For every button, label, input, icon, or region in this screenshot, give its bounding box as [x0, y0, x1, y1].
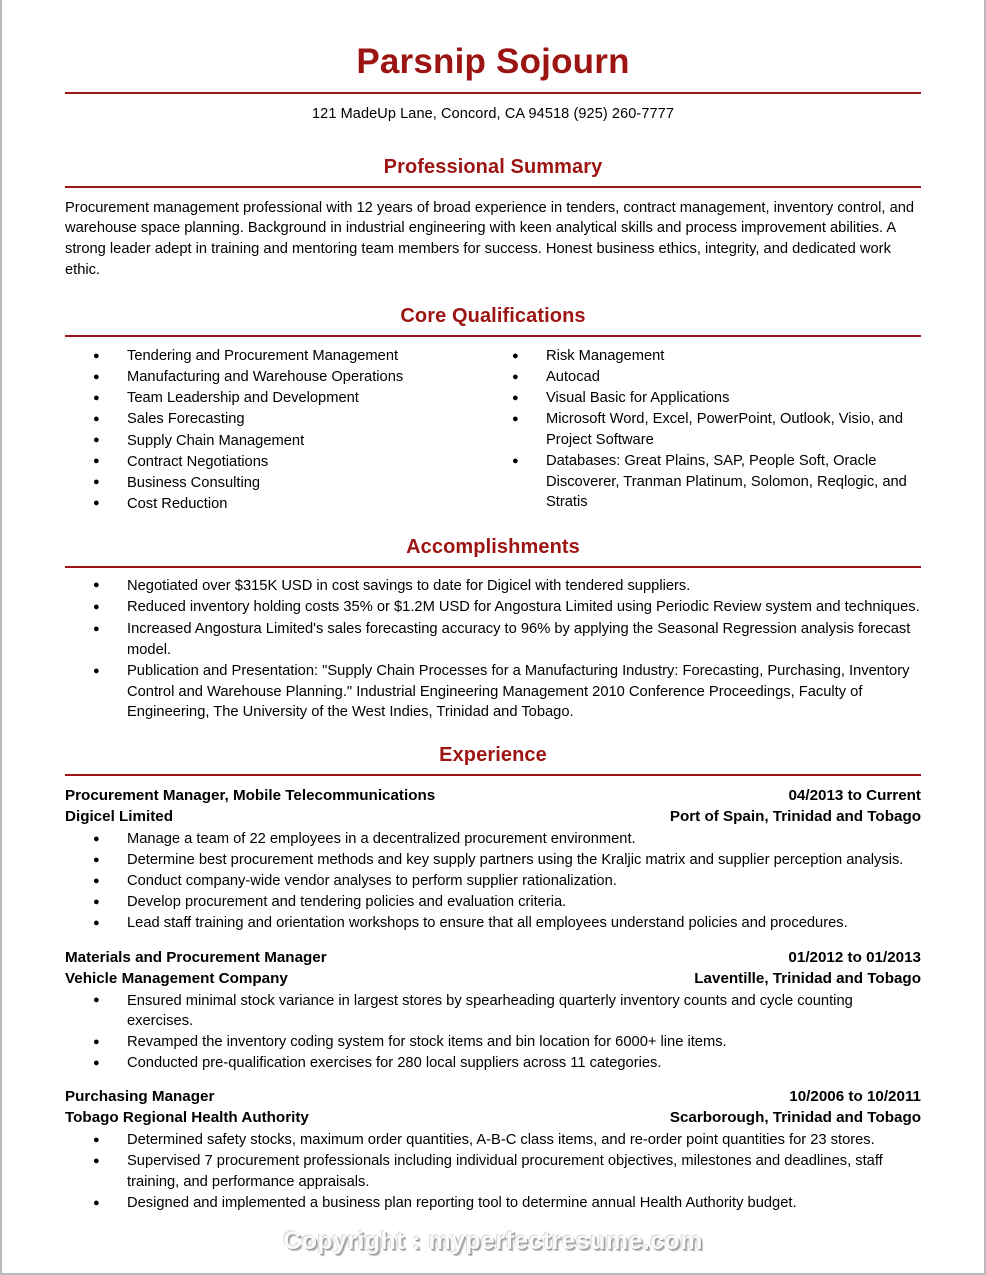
list-item: ● Supervised 7 procurement professionals including individual procurement objectives, milestones and deadlines, staff training, and performance appraisals.	[93, 1151, 921, 1192]
experience-company-row	[65, 806, 921, 827]
experience-company-row	[65, 1107, 921, 1128]
experience-title-row	[65, 1086, 921, 1107]
job-company: Digicel Limited	[65, 808, 174, 826]
experience-entry	[65, 1074, 921, 1213]
job-bullet-list	[93, 829, 921, 934]
experience-company-row	[65, 968, 921, 989]
list-item: ● Lead staff training and orientation workshops to ensure that all employees understand policies and procedures.	[93, 913, 921, 934]
section-title-accomplishments: Accomplishments	[406, 535, 580, 558]
job-location: Laventille, Trinidad and Tobago	[694, 969, 921, 987]
list-item: ● Revamped the inventory coding system for stock items and bin location for 6000+ line items.	[93, 1032, 921, 1053]
job-bullet-list	[93, 991, 921, 1074]
section-title-experience: Experience	[439, 744, 547, 767]
list-item: ● Determined safety stocks, maximum order quantities, A-B-C class items, and re-order point quantities for 23 stores.	[93, 1130, 921, 1151]
list-item: ● Manufacturing and Warehouse Operations	[93, 367, 493, 388]
job-dates: 01/2012 to 01/2013	[788, 948, 921, 966]
list-item: ● Cost Reduction	[93, 494, 493, 515]
core-qualifications-right-list	[512, 346, 921, 513]
list-item: ● Publication and Presentation: "Supply Chain Processes for a Manufacturing Industry: Forecasting, Purchasing, Inventory Control and Warehouse Planning." Industrial Engineering Management 2010 Conference Proceedings, Faculty of Engineering, The University of the West Indies, Trinidad and Tobago.	[93, 661, 921, 723]
list-item: ● Autocad	[512, 367, 921, 388]
list-item: ● Reduced inventory holding costs 35% or $1.2M USD for Angostura Limited using Periodic Review system and techniques.	[93, 597, 921, 618]
section-title-core-qualifications: Core Qualifications	[400, 305, 586, 328]
list-item: ● Microsoft Word, Excel, PowerPoint, Outlook, Visio, and Project Software	[512, 409, 921, 450]
list-item: ● Risk Management	[512, 346, 921, 367]
experience-title-row	[65, 947, 921, 968]
list-item: ● Visual Basic for Applications	[512, 388, 921, 409]
list-item: ● Team Leadership and Development	[93, 388, 493, 409]
job-title: Purchasing Manager	[65, 1088, 215, 1106]
experience-bullets	[65, 1128, 921, 1213]
core-qualifications-columns	[65, 337, 921, 515]
job-location: Port of Spain, Trinidad and Tobago	[669, 808, 921, 826]
list-item: ● Ensured minimal stock variance in largest stores by spearheading quarterly inventory counts and cycle counting exercises.	[93, 991, 921, 1032]
core-qualifications-right-column	[493, 346, 921, 515]
experience-bullets	[65, 827, 921, 934]
job-location: Scarborough, Trinidad and Tobago	[669, 1109, 921, 1127]
experience-entry	[65, 776, 921, 934]
core-qualifications-left-column	[65, 346, 493, 515]
core-qualifications-left-list	[93, 346, 493, 514]
experience-bullets	[65, 989, 921, 1074]
professional-summary-text: Procurement management professional with 12 years of broad experience in tenders, contract management, inventory control, and warehouse space planning. Background in industrial engineering with keen analytical skills and process improvement abilities. A strong leader adept in training and mentoring team members for success. Honest business ethics, integrity, and dedicated work ethic.	[65, 199, 915, 278]
copyright-watermark: Copyright : myperfectresume.com	[283, 1227, 703, 1255]
job-company: Tobago Regional Health Authority	[65, 1109, 309, 1127]
job-title: Procurement Manager, Mobile Telecommunications	[65, 787, 436, 805]
list-item: ● Tendering and Procurement Management	[93, 346, 493, 367]
list-item: ● Databases: Great Plains, SAP, People Soft, Oracle Discoverer, Tranman Platinum, Solomon, Reqlogic, and Stratis	[512, 451, 921, 513]
list-item: ● Contract Negotiations	[93, 452, 493, 473]
resume-content	[2, 0, 984, 1214]
job-dates: 04/2013 to Current	[788, 787, 921, 805]
section-title-professional-summary: Professional Summary	[383, 155, 603, 178]
list-item: ● Designed and implemented a business plan reporting tool to determine annual Health Authority budget.	[93, 1193, 921, 1214]
contact-address: 121 MadeUp Lane, Concord, CA 94518 (925) 260-7777	[311, 105, 674, 122]
accomplishments-body	[65, 568, 921, 723]
list-item: ● Supply Chain Management	[93, 431, 493, 452]
list-item: ● Conduct company-wide vendor analyses to perform supplier rationalization.	[93, 871, 921, 892]
job-company: Vehicle Management Company	[65, 969, 288, 987]
job-title: Materials and Procurement Manager	[65, 948, 327, 966]
list-item: ● Negotiated over $315K USD in cost savings to date for Digicel with tendered suppliers.	[93, 576, 921, 597]
accomplishments-list	[93, 576, 921, 723]
list-item: ● Determine best procurement methods and key supply partners using the Kraljic matrix and supplier perception analysis.	[93, 850, 921, 871]
candidate-name: Parsnip Sojourn	[356, 42, 630, 81]
list-item: ● Increased Angostura Limited's sales forecasting accuracy to 96% by applying the Seasonal Regression analysis forecast model.	[93, 619, 921, 660]
list-item: ● Business Consulting	[93, 473, 493, 494]
job-bullet-list	[93, 1130, 921, 1213]
experience-title-row	[65, 785, 921, 806]
job-dates: 10/2006 to 10/2011	[789, 1088, 921, 1106]
list-item: ● Sales Forecasting	[93, 409, 493, 430]
list-item: ● Manage a team of 22 employees in a decentralized procurement environment.	[93, 829, 921, 850]
list-item: ● Conducted pre-qualification exercises for 280 local suppliers across 11 categories.	[93, 1053, 921, 1074]
list-item: ● Develop procurement and tendering policies and evaluation criteria.	[93, 892, 921, 913]
experience-entry	[65, 935, 921, 1074]
